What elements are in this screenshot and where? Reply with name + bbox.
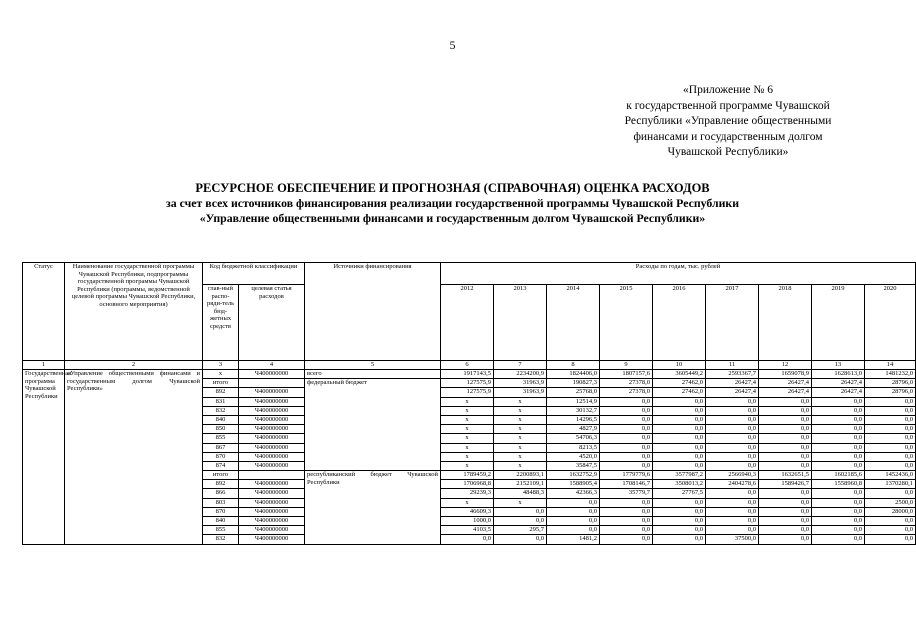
value-cell: x <box>494 406 547 415</box>
value-cell: 0,0 <box>759 434 812 443</box>
value-cell: 0,0 <box>600 425 653 434</box>
expenses-table <box>22 262 916 545</box>
value-cell: 1602185,6 <box>812 471 865 480</box>
value-cell: 0,0 <box>812 489 865 498</box>
value-cell: 2566940,3 <box>706 471 759 480</box>
value-cell: 14296,5 <box>547 415 600 424</box>
header-year: 2014 <box>547 285 600 361</box>
source-cell: всего <box>305 370 441 379</box>
value-cell: 0,0 <box>653 517 706 526</box>
value-cell: 0,0 <box>865 425 916 434</box>
value-cell: 4520,0 <box>547 452 600 461</box>
status-cell: Государственная программа Чувашской Республики <box>23 370 65 545</box>
value-cell: 30132,7 <box>547 406 600 415</box>
target-article-cell: Ч400000000 <box>239 461 305 470</box>
value-cell: 0,0 <box>812 498 865 507</box>
value-cell: 0,0 <box>759 443 812 452</box>
value-cell: 0,0 <box>547 517 600 526</box>
column-number: 4 <box>239 361 305 370</box>
value-cell: 0,0 <box>812 434 865 443</box>
source-cell: республиканский бюджет Чувашской Республики <box>305 471 441 545</box>
value-cell: 3577987,2 <box>653 471 706 480</box>
main-manager-cell: 892 <box>203 480 239 489</box>
value-cell: x <box>441 415 494 424</box>
target-article-cell: Ч400000000 <box>239 452 305 461</box>
value-cell: 0,0 <box>547 498 600 507</box>
value-cell: 0,0 <box>865 535 916 544</box>
value-cell: 0,0 <box>706 507 759 516</box>
header-year: 2019 <box>812 285 865 361</box>
value-cell: 0,0 <box>759 397 812 406</box>
title-line: «Управление общественными финансами и государственным долгом Чувашской Республики» <box>199 211 706 225</box>
value-cell: 27462,0 <box>653 379 706 388</box>
target-article-cell: Ч400000000 <box>239 443 305 452</box>
value-cell: 0,0 <box>494 517 547 526</box>
value-cell: 0,0 <box>865 397 916 406</box>
value-cell: 190827,3 <box>547 379 600 388</box>
value-cell: 0,0 <box>600 535 653 544</box>
main-manager-cell: итого <box>203 379 239 388</box>
appendix-line: к государственной программе Чувашской <box>626 99 830 112</box>
value-cell: 0,0 <box>653 397 706 406</box>
source-cell: федеральный бюджет <box>305 379 441 471</box>
value-cell: 0,0 <box>706 461 759 470</box>
value-cell: 0,0 <box>865 452 916 461</box>
value-cell: 295,7 <box>494 526 547 535</box>
value-cell: 0,0 <box>865 434 916 443</box>
value-cell: 1481232,0 <box>865 370 916 379</box>
value-cell: 1789459,2 <box>441 471 494 480</box>
value-cell: 0,0 <box>759 535 812 544</box>
main-manager-cell: 803 <box>203 498 239 507</box>
page-number: 5 <box>449 38 456 52</box>
value-cell: 0,0 <box>706 443 759 452</box>
value-cell: 28796,0 <box>865 388 916 397</box>
value-cell: x <box>494 434 547 443</box>
value-cell: 3605449,2 <box>653 370 706 379</box>
value-cell: 127575,9 <box>441 379 494 388</box>
value-cell: 0,0 <box>653 434 706 443</box>
value-cell: 0,0 <box>600 443 653 452</box>
value-cell: 0,0 <box>706 425 759 434</box>
target-article-cell: Ч400000000 <box>239 517 305 526</box>
header-year: 2013 <box>494 285 547 361</box>
value-cell: 0,0 <box>600 406 653 415</box>
column-number: 13 <box>812 361 865 370</box>
value-cell: 4103,5 <box>441 526 494 535</box>
value-cell: 0,0 <box>706 415 759 424</box>
header-year: 2017 <box>706 285 759 361</box>
main-manager-cell: x <box>203 370 239 379</box>
value-cell: 0,0 <box>706 498 759 507</box>
target-article-cell: Ч400000000 <box>239 535 305 544</box>
value-cell: 1628613,0 <box>812 370 865 379</box>
value-cell: 1588905,4 <box>547 480 600 489</box>
value-cell: 0,0 <box>812 517 865 526</box>
value-cell: 0,0 <box>600 415 653 424</box>
value-cell: 0,0 <box>494 507 547 516</box>
appendix-caption <box>560 83 896 161</box>
value-cell: 31963,9 <box>494 379 547 388</box>
value-cell: 27462,0 <box>653 388 706 397</box>
value-cell: x <box>494 452 547 461</box>
main-manager-cell: 840 <box>203 415 239 424</box>
value-cell: 0,0 <box>759 517 812 526</box>
value-cell: 0,0 <box>600 526 653 535</box>
main-manager-cell: 866 <box>203 489 239 498</box>
title-line: за счет всех источников финансирования реализации государственной программы Чувашской Республики <box>165 196 739 210</box>
value-cell: 0,0 <box>865 406 916 415</box>
document-title <box>0 181 905 226</box>
column-number: 1 <box>23 361 65 370</box>
value-cell: 0,0 <box>812 443 865 452</box>
value-cell: x <box>441 452 494 461</box>
value-cell: 1708146,7 <box>600 480 653 489</box>
value-cell: x <box>441 434 494 443</box>
value-cell: 2404278,6 <box>706 480 759 489</box>
value-cell: 42366,3 <box>547 489 600 498</box>
value-cell: 35847,5 <box>547 461 600 470</box>
value-cell: 12514,9 <box>547 397 600 406</box>
value-cell: x <box>441 498 494 507</box>
value-cell: 0,0 <box>706 452 759 461</box>
target-article-cell: Ч400000000 <box>239 434 305 443</box>
title-line: РЕСУРСНОЕ ОБЕСПЕЧЕНИЕ И ПРОГНОЗНАЯ (СПРАВОЧНАЯ) ОЦЕНКА РАСХОДОВ <box>195 181 710 195</box>
value-cell: 0,0 <box>600 397 653 406</box>
column-number: 11 <box>706 361 759 370</box>
value-cell: 0,0 <box>600 461 653 470</box>
value-cell: 0,0 <box>759 452 812 461</box>
main-manager-cell: 867 <box>203 443 239 452</box>
main-manager-cell: итого <box>203 471 239 480</box>
value-cell: 1558960,8 <box>812 480 865 489</box>
column-number: 5 <box>305 361 441 370</box>
value-cell: 26427,4 <box>759 388 812 397</box>
value-cell: 2500,0 <box>865 498 916 507</box>
header-year: 2018 <box>759 285 812 361</box>
column-number: 10 <box>653 361 706 370</box>
value-cell: 0,0 <box>706 406 759 415</box>
appendix-line: «Приложение № 6 <box>683 84 773 96</box>
value-cell: 0,0 <box>653 443 706 452</box>
value-cell: 1779779,6 <box>600 471 653 480</box>
main-manager-cell: 870 <box>203 452 239 461</box>
value-cell: 0,0 <box>600 498 653 507</box>
value-cell: x <box>494 461 547 470</box>
value-cell: x <box>441 461 494 470</box>
value-cell: 0,0 <box>759 461 812 470</box>
value-cell: x <box>494 425 547 434</box>
header-year: 2012 <box>441 285 494 361</box>
value-cell: 8213,5 <box>547 443 600 452</box>
value-cell: 0,0 <box>865 443 916 452</box>
target-article-cell: Ч400000000 <box>239 415 305 424</box>
table-row <box>23 370 916 379</box>
value-cell: 0,0 <box>653 535 706 544</box>
value-cell: 2152109,1 <box>494 480 547 489</box>
value-cell: 1370280,1 <box>865 480 916 489</box>
target-article-cell: Ч400000000 <box>239 406 305 415</box>
header-name: Наименование государственной программы Чувашской Республики, подпрограммы государственной программы Чувашской Республики (программы, ведомственной целевой программы Чувашской Республики, основного мероприятия) <box>65 263 203 361</box>
target-article-cell: Ч400000000 <box>239 480 305 489</box>
value-cell: 27378,0 <box>600 388 653 397</box>
header-year: 2020 <box>865 285 916 361</box>
value-cell: 0,0 <box>812 415 865 424</box>
value-cell: 0,0 <box>865 526 916 535</box>
value-cell: 1917143,5 <box>441 370 494 379</box>
value-cell: 0,0 <box>759 415 812 424</box>
value-cell: 46609,3 <box>441 507 494 516</box>
column-number: 7 <box>494 361 547 370</box>
value-cell: 0,0 <box>653 452 706 461</box>
value-cell: 1481,2 <box>547 535 600 544</box>
value-cell: 0,0 <box>653 461 706 470</box>
value-cell: 0,0 <box>706 526 759 535</box>
column-number: 14 <box>865 361 916 370</box>
value-cell: 26427,4 <box>812 379 865 388</box>
target-article-cell: Ч400000000 <box>239 370 305 379</box>
value-cell: 2593367,7 <box>706 370 759 379</box>
value-cell: 26427,4 <box>706 379 759 388</box>
value-cell: 0,0 <box>653 507 706 516</box>
value-cell: 2200893,1 <box>494 471 547 480</box>
value-cell: 0,0 <box>653 425 706 434</box>
header-status: Статус <box>23 263 65 361</box>
value-cell: 0,0 <box>600 452 653 461</box>
header-target-article: целевая статья расходов <box>239 285 305 361</box>
value-cell: x <box>441 443 494 452</box>
header-year: 2016 <box>653 285 706 361</box>
column-number: 3 <box>203 361 239 370</box>
header-main-manager: глав-ный распо-ряди-тель бюд-жетных средств <box>203 285 239 361</box>
value-cell: 0,0 <box>706 489 759 498</box>
target-article-cell <box>239 379 305 388</box>
target-article-cell: Ч400000000 <box>239 526 305 535</box>
value-cell: 3508013,2 <box>653 480 706 489</box>
program-name-cell: «Управление общественными финансами и государственным долгом Чувашской Республики» <box>65 370 203 545</box>
value-cell: 0,0 <box>865 489 916 498</box>
target-article-cell: Ч400000000 <box>239 397 305 406</box>
value-cell: x <box>441 425 494 434</box>
value-cell: 0,0 <box>865 461 916 470</box>
target-article-cell: Ч400000000 <box>239 425 305 434</box>
value-cell: 2234200,9 <box>494 370 547 379</box>
value-cell: 1589426,7 <box>759 480 812 489</box>
value-cell: 0,0 <box>812 406 865 415</box>
header-budget-code: Код бюджетной классификации <box>203 263 305 285</box>
value-cell: 28796,0 <box>865 379 916 388</box>
value-cell: 0,0 <box>494 535 547 544</box>
main-manager-cell: 831 <box>203 397 239 406</box>
value-cell: 0,0 <box>706 434 759 443</box>
value-cell: 0,0 <box>653 406 706 415</box>
value-cell: 1659078,9 <box>759 370 812 379</box>
value-cell: 127575,9 <box>441 388 494 397</box>
column-number: 12 <box>759 361 812 370</box>
value-cell: 27378,0 <box>600 379 653 388</box>
value-cell: 0,0 <box>812 397 865 406</box>
value-cell: 37500,0 <box>706 535 759 544</box>
value-cell: x <box>494 498 547 507</box>
value-cell: 1632651,5 <box>759 471 812 480</box>
value-cell: 0,0 <box>759 489 812 498</box>
main-manager-cell: 870 <box>203 507 239 516</box>
value-cell: 0,0 <box>600 507 653 516</box>
value-cell: 0,0 <box>759 507 812 516</box>
value-cell: 26427,4 <box>759 379 812 388</box>
value-cell: 0,0 <box>812 461 865 470</box>
main-manager-cell: 892 <box>203 388 239 397</box>
value-cell: 0,0 <box>706 517 759 526</box>
value-cell: 0,0 <box>759 406 812 415</box>
value-cell: 0,0 <box>600 517 653 526</box>
value-cell: 1452436,0 <box>865 471 916 480</box>
main-manager-cell: 855 <box>203 434 239 443</box>
target-article-cell: Ч400000000 <box>239 388 305 397</box>
value-cell: 0,0 <box>653 498 706 507</box>
appendix-line: Чувашской Республики» <box>667 146 789 158</box>
target-article-cell: Ч400000000 <box>239 507 305 516</box>
main-manager-cell: 840 <box>203 517 239 526</box>
value-cell: 0,0 <box>812 526 865 535</box>
value-cell: 0,0 <box>600 434 653 443</box>
value-cell: x <box>441 406 494 415</box>
main-manager-cell: 850 <box>203 425 239 434</box>
main-manager-cell: 874 <box>203 461 239 470</box>
value-cell: 0,0 <box>547 507 600 516</box>
value-cell: 0,0 <box>865 517 916 526</box>
value-cell: 0,0 <box>653 526 706 535</box>
value-cell: 1706968,8 <box>441 480 494 489</box>
value-cell: 26427,4 <box>812 388 865 397</box>
value-cell: x <box>494 397 547 406</box>
value-cell: 28000,0 <box>865 507 916 516</box>
value-cell: 1632752,9 <box>547 471 600 480</box>
value-cell: 4827,9 <box>547 425 600 434</box>
column-number: 8 <box>547 361 600 370</box>
value-cell: 0,0 <box>812 535 865 544</box>
value-cell: 1807157,6 <box>600 370 653 379</box>
header-year: 2015 <box>600 285 653 361</box>
value-cell: 35779,7 <box>600 489 653 498</box>
value-cell: 0,0 <box>812 452 865 461</box>
target-article-cell: Ч400000000 <box>239 498 305 507</box>
value-cell: 54706,3 <box>547 434 600 443</box>
value-cell: 27767,5 <box>653 489 706 498</box>
column-number: 6 <box>441 361 494 370</box>
header-sources: Источники финансирования <box>305 263 441 361</box>
value-cell: 0,0 <box>653 415 706 424</box>
target-article-cell <box>239 471 305 480</box>
appendix-line: Республики «Управление общественными <box>624 115 832 127</box>
value-cell: 0,0 <box>865 415 916 424</box>
header-expenses: Расходы по годам, тыс. рублей <box>441 263 916 285</box>
value-cell: 25768,0 <box>547 388 600 397</box>
target-article-cell: Ч400000000 <box>239 489 305 498</box>
appendix-line: финансами и государственным долгом <box>633 130 823 143</box>
value-cell: 1824406,0 <box>547 370 600 379</box>
value-cell: 0,0 <box>759 425 812 434</box>
value-cell: 0,0 <box>547 526 600 535</box>
value-cell: x <box>441 397 494 406</box>
main-manager-cell: 832 <box>203 406 239 415</box>
value-cell: x <box>494 415 547 424</box>
value-cell: 31963,9 <box>494 388 547 397</box>
value-cell: 1000,0 <box>441 517 494 526</box>
value-cell: 48488,3 <box>494 489 547 498</box>
column-number: 9 <box>600 361 653 370</box>
value-cell: 0,0 <box>759 526 812 535</box>
main-manager-cell: 855 <box>203 526 239 535</box>
value-cell: 0,0 <box>812 425 865 434</box>
value-cell: 29239,3 <box>441 489 494 498</box>
value-cell: 0,0 <box>441 535 494 544</box>
value-cell: 0,0 <box>759 498 812 507</box>
value-cell: 0,0 <box>706 397 759 406</box>
value-cell: x <box>494 443 547 452</box>
value-cell: 26427,4 <box>706 388 759 397</box>
main-manager-cell: 832 <box>203 535 239 544</box>
column-number: 2 <box>65 361 203 370</box>
value-cell: 0,0 <box>812 507 865 516</box>
